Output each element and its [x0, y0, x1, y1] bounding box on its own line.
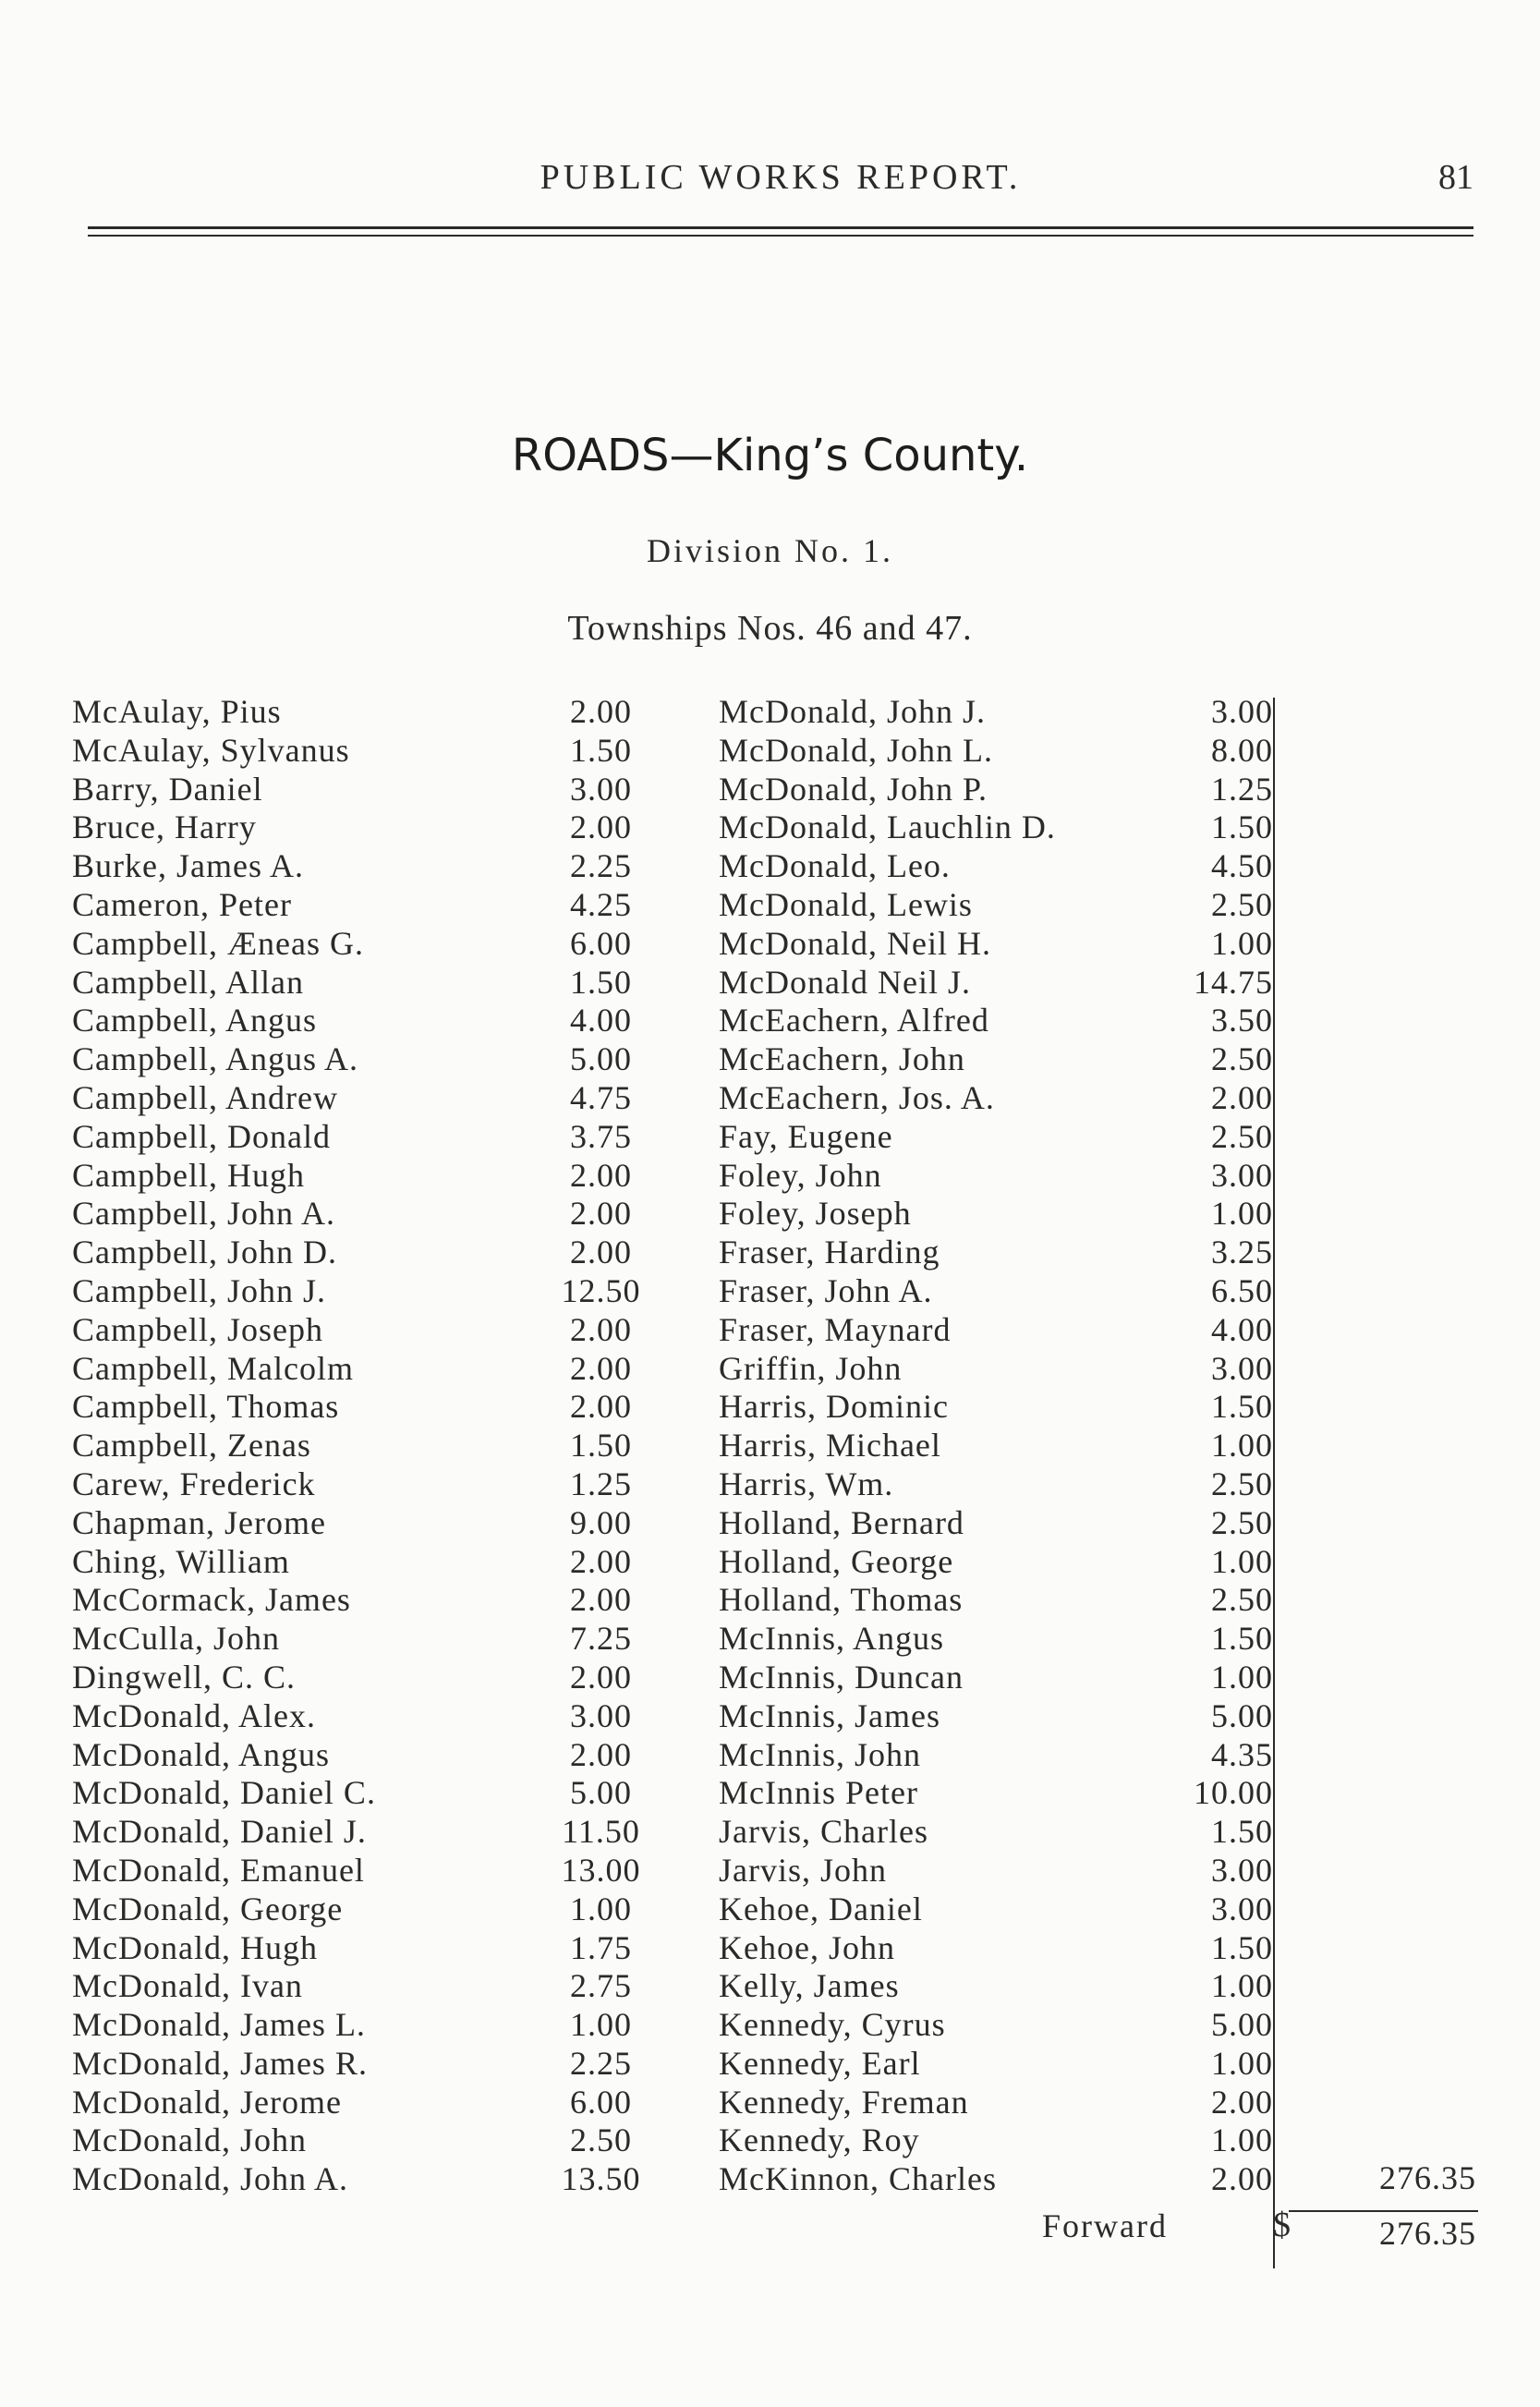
payee-name: Campbell, Thomas	[72, 1388, 340, 1426]
list-row	[72, 964, 654, 1003]
payee-name: Fay, Eugene	[719, 1117, 893, 1155]
payment-amount: 3.00	[1211, 1890, 1273, 1927]
payee-name: McInnis, Duncan	[719, 1658, 964, 1696]
payee-name: McDonald, Jerome	[72, 2083, 342, 2121]
payment-amount: 14.75	[1194, 963, 1273, 1001]
payee-name: Harris, Michael	[719, 1427, 941, 1465]
payee-name: McDonald, Lauchlin D.	[719, 808, 1056, 846]
payment-amount: 8.00	[1211, 731, 1273, 769]
list-row	[72, 2121, 654, 2160]
payment-amount: 1.00	[1211, 2044, 1273, 2082]
payee-name: McDonald, Angus	[72, 1735, 330, 1773]
payment-amount: 6.50	[1211, 1271, 1273, 1309]
list-row	[72, 1504, 654, 1543]
list-row	[72, 1543, 654, 1582]
payee-name: McDonald, George	[72, 1890, 344, 1927]
payment-amount: 3.00	[1211, 693, 1273, 730]
payment-amount: 1.00	[1211, 1967, 1273, 2005]
payment-amount: 2.50	[1211, 1117, 1273, 1155]
payment-amount: 2.00	[1211, 2160, 1273, 2198]
list-row	[72, 1040, 654, 1079]
section-title: ROADS—King’s County.	[511, 430, 1029, 481]
list-row	[72, 1813, 654, 1852]
list-row	[72, 925, 654, 964]
list-row	[719, 771, 1273, 809]
payment-amount: 1.50	[1211, 1388, 1273, 1426]
payee-name: Kehoe, John	[719, 1928, 895, 1966]
payee-name: Burke, James A.	[72, 847, 304, 885]
payee-name: Foley, Joseph	[719, 1195, 912, 1233]
payment-amount: 3.00	[570, 1696, 632, 1734]
payment-amount: 4.00	[570, 1002, 632, 1039]
payee-name: Fraser, Harding	[719, 1234, 940, 1271]
list-row	[719, 808, 1273, 847]
payment-amount: 2.50	[1211, 1503, 1273, 1541]
payee-name: Campbell, John J.	[72, 1271, 326, 1309]
payee-name: Campbell, Joseph	[72, 1310, 323, 1348]
header-rule-thick	[88, 226, 1473, 229]
payee-name: McDonald, Daniel J.	[72, 1813, 367, 1851]
list-row	[719, 1581, 1273, 1620]
list-row	[719, 1504, 1273, 1543]
payee-name: McDonald, Daniel C.	[72, 1774, 376, 1812]
list-row	[72, 2006, 654, 2045]
payment-amount: 1.75	[570, 1928, 632, 1966]
list-row	[72, 1620, 654, 1659]
payee-name: McEachern, John	[719, 1040, 965, 1078]
amount-column-rule	[1273, 698, 1275, 2268]
payment-amount: 2.00	[570, 1156, 632, 1194]
payee-name: McDonald, Hugh	[72, 1928, 318, 1966]
running-head	[88, 157, 1473, 205]
payee-name: Barry, Daniel	[72, 770, 263, 808]
list-row	[719, 1774, 1273, 1813]
payee-name: McInnis, John	[719, 1735, 921, 1773]
sum-rule	[1289, 2210, 1478, 2212]
payee-name: Campbell, Allan	[72, 963, 304, 1001]
payee-name: McEachern, Alfred	[719, 1002, 989, 1039]
payment-amount: 2.50	[1211, 1581, 1273, 1619]
payment-amount: 2.00	[570, 1658, 632, 1696]
list-row	[719, 732, 1273, 771]
list-row	[719, 1311, 1273, 1350]
list-row	[719, 1813, 1273, 1852]
payee-name: McDonald, James R.	[72, 2044, 368, 2082]
division-heading: Division No. 1.	[646, 532, 893, 569]
list-row	[72, 1929, 654, 1968]
payee-name: McInnis, Angus	[719, 1620, 945, 1658]
list-row	[719, 1234, 1273, 1272]
payment-amount: 3.00	[1211, 1349, 1273, 1387]
list-row	[719, 1890, 1273, 1929]
payee-name: McInnis Peter	[719, 1774, 918, 1812]
list-row	[72, 1697, 654, 1736]
payee-name: Harris, Dominic	[719, 1388, 949, 1426]
payment-amount: 1.00	[1211, 1542, 1273, 1580]
payment-amount: 10.00	[1194, 1774, 1273, 1812]
list-row	[72, 847, 654, 886]
payment-amount: 2.00	[570, 1310, 632, 1348]
payee-name: Holland, George	[719, 1542, 954, 1580]
list-row	[72, 2084, 654, 2122]
list-row	[72, 2045, 654, 2084]
payee-name: Cameron, Peter	[72, 885, 292, 923]
payee-name: Holland, Bernard	[719, 1503, 964, 1541]
payment-amount: 2.00	[570, 693, 632, 730]
payment-amount: 2.50	[570, 2121, 632, 2159]
payee-name: Jarvis, Charles	[719, 1813, 928, 1851]
payment-amount: 3.00	[1211, 1156, 1273, 1194]
payee-name: McDonald, John A.	[72, 2160, 348, 2198]
payee-name: Holland, Thomas	[719, 1581, 964, 1619]
payee-name: McDonald, Ivan	[72, 1967, 303, 2005]
list-row	[719, 1079, 1273, 1118]
payee-name: Kennedy, Freman	[719, 2083, 969, 2121]
payment-amount: 2.00	[570, 1735, 632, 1773]
payment-amount: 2.00	[570, 1542, 632, 1580]
list-row	[719, 1465, 1273, 1504]
payment-amount: 2.00	[570, 1234, 632, 1271]
list-row	[719, 693, 1273, 732]
payment-amount: 1.50	[570, 731, 632, 769]
right-column	[719, 693, 1273, 2199]
payee-name: McDonald, James L.	[72, 2006, 366, 2044]
payment-amount: 2.00	[570, 808, 632, 846]
payment-amount: 2.00	[1211, 1078, 1273, 1116]
payment-amount: 5.00	[1211, 1696, 1273, 1734]
list-row	[719, 1929, 1273, 1968]
payee-name: Harris, Wm.	[719, 1465, 894, 1502]
list-row	[72, 1350, 654, 1389]
payment-amount: 1.00	[1211, 2121, 1273, 2159]
list-row	[719, 1350, 1273, 1389]
list-row	[719, 1002, 1273, 1040]
payee-name: McDonald, John P.	[719, 770, 988, 808]
payee-name: McCulla, John	[72, 1620, 280, 1658]
payment-amount: 4.50	[1211, 847, 1273, 885]
list-row	[72, 693, 654, 732]
list-row	[72, 1388, 654, 1427]
payment-amount: 2.50	[1211, 1040, 1273, 1078]
list-row	[72, 732, 654, 771]
payment-amount: 13.00	[561, 1851, 641, 1889]
payee-name: Campbell, Æneas G.	[72, 924, 364, 962]
payee-name: Kennedy, Roy	[719, 2121, 920, 2159]
list-row	[719, 925, 1273, 964]
payment-amount: 3.00	[1211, 1851, 1273, 1889]
page-number: 81	[1438, 158, 1473, 197]
payee-name: McDonald, John L.	[719, 731, 993, 769]
payment-amount: 1.50	[570, 1427, 632, 1465]
payment-amount: 5.00	[570, 1040, 632, 1078]
payment-amount: 6.00	[570, 2083, 632, 2121]
payee-name: Bruce, Harry	[72, 808, 257, 846]
payment-amount: 3.50	[1211, 1002, 1273, 1039]
payee-name: Griffin, John	[719, 1349, 903, 1387]
running-head-title: PUBLIC WORKS REPORT.	[540, 158, 1022, 197]
list-row	[719, 2121, 1273, 2160]
list-row	[72, 1311, 654, 1350]
list-row	[72, 771, 654, 809]
list-row	[72, 1967, 654, 2006]
list-row	[719, 1543, 1273, 1582]
payment-amount: 1.00	[1211, 1427, 1273, 1465]
payment-amount: 11.50	[562, 1813, 640, 1851]
list-row	[719, 1272, 1273, 1311]
payment-amount: 1.00	[1211, 924, 1273, 962]
list-row	[719, 1620, 1273, 1659]
header-rule-thin	[88, 235, 1473, 237]
payee-name: Kennedy, Earl	[719, 2044, 921, 2082]
payment-amount: 2.50	[1211, 885, 1273, 923]
list-row	[72, 1079, 654, 1118]
list-row	[719, 964, 1273, 1003]
payment-amount: 1.00	[1211, 1195, 1273, 1233]
list-row	[719, 1697, 1273, 1736]
payment-amount: 4.35	[1211, 1735, 1273, 1773]
payee-name: Kehoe, Daniel	[719, 1890, 923, 1927]
payment-amount: 2.50	[1211, 1465, 1273, 1502]
payee-name: Campbell, Hugh	[72, 1156, 305, 1194]
payment-amount: 5.00	[1211, 2006, 1273, 2044]
payee-name: Kennedy, Cyrus	[719, 2006, 946, 2044]
payee-name: McKinnon, Charles	[719, 2160, 997, 2198]
payment-amount: 6.00	[570, 924, 632, 962]
list-row	[719, 1195, 1273, 1234]
townships-heading: Townships Nos. 46 and 47.	[567, 609, 973, 648]
payment-amount: 1.50	[570, 963, 632, 1001]
list-row	[719, 1118, 1273, 1157]
payee-name: Campbell, John A.	[72, 1195, 335, 1233]
payee-name: McEachern, Jos. A.	[719, 1078, 995, 1116]
payee-name: Kelly, James	[719, 1967, 900, 2005]
payment-amount: 2.25	[570, 2044, 632, 2082]
list-row	[719, 1388, 1273, 1427]
list-row	[72, 1890, 654, 1929]
payment-amount: 3.25	[1211, 1234, 1273, 1271]
list-row	[719, 1736, 1273, 1775]
payee-name: Fraser, Maynard	[719, 1310, 952, 1348]
payee-name: Dingwell, C. C.	[72, 1658, 297, 1696]
payee-name: Campbell, Andrew	[72, 1078, 338, 1116]
payment-amount: 2.75	[570, 1967, 632, 2005]
payee-name: Fraser, John A.	[719, 1271, 933, 1309]
list-row	[719, 1040, 1273, 1079]
list-row	[719, 1852, 1273, 1890]
payment-amount: 3.75	[570, 1117, 632, 1155]
payment-amount: 1.50	[1211, 1928, 1273, 1966]
payee-name: Campbell, John D.	[72, 1234, 337, 1271]
payee-name: McAulay, Sylvanus	[72, 731, 350, 769]
list-row	[719, 1659, 1273, 1697]
payee-name: Ching, William	[72, 1542, 290, 1580]
list-row	[719, 2045, 1273, 2084]
left-column	[72, 693, 654, 2199]
currency-symbol: $	[1273, 2206, 1291, 2244]
payment-amount: 5.00	[570, 1774, 632, 1812]
payment-amount: 1.50	[1211, 1813, 1273, 1851]
payment-amount: 1.00	[570, 2006, 632, 2044]
payment-amount: 4.00	[1211, 1310, 1273, 1348]
forward-label: Forward	[1042, 2207, 1168, 2244]
list-row	[719, 886, 1273, 925]
list-row	[72, 1736, 654, 1775]
payment-amount: 2.00	[570, 1581, 632, 1619]
payee-name: McAulay, Pius	[72, 693, 282, 730]
payment-amount: 1.00	[1211, 1658, 1273, 1696]
payee-name: McDonald, John	[72, 2121, 307, 2159]
payee-name: Campbell, Donald	[72, 1117, 331, 1155]
payment-amount: 2.00	[570, 1195, 632, 1233]
payment-amount: 1.00	[570, 1890, 632, 1927]
list-row	[719, 1967, 1273, 2006]
payment-amount: 2.00	[570, 1349, 632, 1387]
payee-name: McCormack, James	[72, 1581, 351, 1619]
payment-amount: 4.25	[570, 885, 632, 923]
payment-amount: 1.25	[570, 1465, 632, 1502]
payment-amount: 9.00	[570, 1503, 632, 1541]
payee-name: McDonald, John J.	[719, 693, 986, 730]
payment-amount: 7.25	[570, 1620, 632, 1658]
payee-name: McDonald, Lewis	[719, 885, 973, 923]
payee-name: Campbell, Angus	[72, 1002, 317, 1039]
payment-amount: 2.00	[570, 1388, 632, 1426]
list-row	[72, 1852, 654, 1890]
payee-name: McDonald, Emanuel	[72, 1851, 365, 1889]
list-row	[72, 1002, 654, 1040]
list-row	[72, 886, 654, 925]
list-row	[719, 1157, 1273, 1196]
payee-name: Carew, Frederick	[72, 1465, 316, 1502]
list-row	[719, 2084, 1273, 2122]
list-row	[719, 2160, 1273, 2199]
payee-name: McInnis, James	[719, 1696, 940, 1734]
list-row	[72, 1465, 654, 1504]
payee-name: Campbell, Angus A.	[72, 1040, 359, 1078]
payee-name: Foley, John	[719, 1156, 882, 1194]
payee-name: Jarvis, John	[719, 1851, 887, 1889]
list-row	[72, 1581, 654, 1620]
subtotal-amount: 276.35	[1379, 2159, 1476, 2196]
list-row	[72, 1272, 654, 1311]
list-row	[72, 2160, 654, 2199]
list-row	[72, 1427, 654, 1465]
list-row	[72, 1157, 654, 1196]
payment-amount: 13.50	[561, 2160, 641, 2198]
list-row	[72, 1774, 654, 1813]
payment-amount: 1.50	[1211, 1620, 1273, 1658]
list-row	[72, 808, 654, 847]
list-row	[72, 1234, 654, 1272]
payee-name: McDonald Neil J.	[719, 963, 971, 1001]
payee-name: Campbell, Malcolm	[72, 1349, 354, 1387]
list-row	[719, 1427, 1273, 1465]
payment-amount: 3.00	[570, 770, 632, 808]
list-row	[72, 1195, 654, 1234]
payment-amount: 1.50	[1211, 808, 1273, 846]
payment-amount: 2.25	[570, 847, 632, 885]
list-row	[72, 1118, 654, 1157]
payee-name: Campbell, Zenas	[72, 1427, 311, 1465]
payment-amount: 2.00	[1211, 2083, 1273, 2121]
payee-name: McDonald, Leo.	[719, 847, 951, 885]
payment-amount: 4.75	[570, 1078, 632, 1116]
payee-name: Chapman, Jerome	[72, 1503, 326, 1541]
payment-amount: 1.25	[1211, 770, 1273, 808]
payee-name: McDonald, Alex.	[72, 1696, 316, 1734]
list-row	[72, 1659, 654, 1697]
payee-name: McDonald, Neil H.	[719, 924, 991, 962]
list-row	[719, 847, 1273, 886]
forward-total: 276.35	[1379, 2215, 1476, 2252]
list-row	[719, 2006, 1273, 2045]
payment-amount: 12.50	[561, 1271, 641, 1309]
